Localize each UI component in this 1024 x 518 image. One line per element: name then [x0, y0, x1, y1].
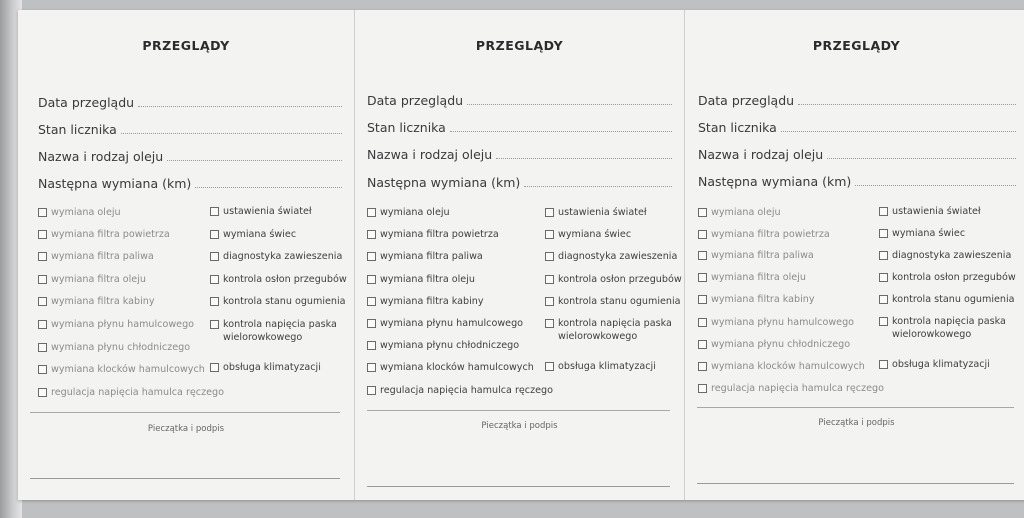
checkbox-box[interactable]: [367, 386, 376, 395]
checkbox-box[interactable]: [38, 388, 47, 397]
checkbox-label: wymiana filtra kabiny: [711, 294, 815, 305]
checkbox-box[interactable]: [879, 360, 888, 369]
fill-line: [450, 131, 672, 132]
checkbox-joint-boots[interactable]: [879, 272, 1016, 283]
checkbox-cabin-filter[interactable]: [367, 296, 484, 307]
checkbox-label: wymiana płynu hamulcowego: [380, 318, 524, 329]
checkbox-fuel-filter[interactable]: [38, 251, 154, 262]
field-label: Nazwa i rodzaj oleju: [38, 149, 164, 164]
checkbox-oil-change[interactable]: [367, 207, 450, 218]
checkbox-label: kontrola stanu ogumienia: [223, 296, 346, 307]
checkbox-label: kontrola osłon przegubów: [223, 274, 347, 285]
checkbox-box[interactable]: [545, 275, 554, 284]
odometer-field[interactable]: [38, 117, 342, 137]
checkbox-lights[interactable]: [545, 207, 647, 218]
next-change-field[interactable]: [367, 170, 672, 190]
checkbox-oil-filter[interactable]: [698, 272, 806, 283]
fill-line: [781, 131, 1016, 132]
inspection-date-field[interactable]: [38, 90, 342, 110]
checkbox-belt[interactable]: [210, 318, 353, 344]
checkbox-box[interactable]: [698, 295, 707, 304]
checkbox-box[interactable]: [879, 251, 888, 260]
checkbox-coolant[interactable]: [367, 340, 519, 351]
inspection-panel-1: [18, 10, 355, 500]
checkbox-label: ustawienia świateł: [558, 207, 647, 218]
checkbox-box[interactable]: [879, 295, 888, 304]
checkbox-label: wymiana płynu chłodniczego: [380, 340, 520, 351]
checkbox-ac[interactable]: [210, 362, 321, 373]
checkbox-box[interactable]: [38, 275, 47, 284]
checkbox-oil-change[interactable]: [38, 207, 121, 218]
checkbox-box[interactable]: [545, 252, 554, 261]
checkbox-box[interactable]: [38, 230, 47, 239]
inspection-date-field[interactable]: [698, 88, 1016, 108]
checkbox-box[interactable]: [879, 229, 888, 238]
checkbox-box[interactable]: [210, 207, 219, 216]
checkbox-label: obsługa klimatyzacji: [223, 362, 321, 373]
checkbox-label: regulacja napięcia hamulca ręczego: [711, 383, 884, 394]
next-change-field[interactable]: [698, 169, 1016, 189]
inspection-date-field[interactable]: [367, 88, 672, 108]
checkbox-joint-boots[interactable]: [210, 274, 347, 285]
stamp-label: Pieczątka i podpis: [818, 418, 895, 428]
checkbox-label: kontrola napięcia paska wielorowkowego: [223, 319, 337, 343]
fill-line: [467, 104, 672, 105]
checkbox-label: wymiana filtra kabiny: [51, 296, 155, 307]
checkbox-label: wymiana świec: [223, 229, 297, 240]
checkbox-box[interactable]: [38, 252, 47, 261]
checkbox-label: regulacja napięcia hamulca ręczego: [51, 387, 224, 398]
checkbox-spark-plugs[interactable]: [210, 229, 296, 240]
checkbox-label: wymiana oleju: [380, 207, 450, 218]
checkbox-tires[interactable]: [545, 296, 681, 307]
checkbox-tires[interactable]: [210, 296, 346, 307]
checkbox-label: wymiana filtra oleju: [711, 272, 806, 283]
checkbox-lights[interactable]: [879, 206, 981, 217]
fill-line: [798, 104, 1016, 105]
checkbox-lights[interactable]: [210, 206, 312, 217]
checkbox-box[interactable]: [210, 297, 219, 306]
inspection-panel-2: [355, 10, 685, 500]
checkbox-box[interactable]: [698, 362, 707, 371]
panel-title: PRZEGLĄDY: [475, 38, 564, 53]
field-label: Nazwa i rodzaj oleju: [698, 147, 824, 162]
stamp-label: Pieczątka i podpis: [481, 421, 558, 431]
checkbox-handbrake[interactable]: [38, 387, 224, 398]
checkbox-box[interactable]: [545, 297, 554, 306]
checkbox-box[interactable]: [210, 275, 219, 284]
checkbox-label: wymiana filtra oleju: [380, 274, 475, 285]
checkbox-joint-boots[interactable]: [545, 274, 682, 285]
checkbox-cabin-filter[interactable]: [38, 296, 155, 307]
checkbox-label: wymiana oleju: [711, 207, 781, 218]
checkbox-belt[interactable]: [545, 317, 690, 343]
checkbox-fuel-filter[interactable]: [698, 250, 814, 261]
checkbox-label: wymiana filtra powietrza: [51, 229, 170, 240]
field-label: Stan licznika: [698, 120, 777, 135]
checkbox-label: kontrola osłon przegubów: [892, 272, 1016, 283]
checkbox-ac[interactable]: [879, 359, 990, 370]
inspection-panel-3: [685, 10, 1024, 500]
oil-type-field[interactable]: [698, 142, 1016, 162]
fill-line: [524, 186, 672, 187]
checkbox-suspension[interactable]: [210, 251, 342, 262]
checkbox-air-filter[interactable]: [698, 229, 830, 240]
checkbox-box[interactable]: [367, 341, 376, 350]
divider: [367, 410, 670, 411]
checkbox-label: wymiana filtra kabiny: [380, 296, 484, 307]
checkbox-brake-pads[interactable]: [38, 364, 205, 375]
checkbox-box[interactable]: [210, 230, 219, 239]
checkbox-brake-fluid[interactable]: [38, 319, 194, 330]
checkbox-box[interactable]: [545, 230, 554, 239]
checkbox-box[interactable]: [367, 275, 376, 284]
checkbox-oil-change[interactable]: [698, 207, 781, 218]
fill-line: [496, 158, 672, 159]
field-label: Data przeglądu: [698, 93, 795, 108]
checkbox-label: wymiana płynu hamulcowego: [51, 319, 195, 330]
field-label: Nazwa i rodzaj oleju: [367, 147, 493, 162]
checkbox-label: wymiana świec: [892, 228, 966, 239]
signature-line[interactable]: [697, 483, 1014, 484]
checkbox-label: wymiana klocków hamulcowych: [380, 362, 534, 373]
checkbox-oil-filter[interactable]: [38, 274, 146, 285]
checkbox-label: kontrola osłon przegubów: [558, 274, 682, 285]
field-label: Stan licznika: [367, 120, 446, 135]
checkbox-suspension[interactable]: [879, 250, 1011, 261]
checkbox-box[interactable]: [545, 319, 554, 328]
checkbox-fuel-filter[interactable]: [367, 251, 483, 262]
checkbox-label: wymiana płynu hamulcowego: [711, 317, 855, 328]
checkbox-label: wymiana filtra oleju: [51, 274, 146, 285]
checkbox-ac[interactable]: [545, 361, 656, 372]
checkbox-label: regulacja napięcia hamulca ręczego: [380, 385, 553, 396]
odometer-field[interactable]: [367, 115, 672, 135]
checkbox-box[interactable]: [545, 208, 554, 217]
checkbox-box[interactable]: [38, 208, 47, 217]
divider: [30, 412, 340, 413]
checkbox-box[interactable]: [545, 362, 554, 371]
checkbox-box[interactable]: [38, 365, 47, 374]
checkbox-label: wymiana klocków hamulcowych: [51, 364, 205, 375]
checkbox-box[interactable]: [38, 297, 47, 306]
fill-line: [167, 160, 342, 161]
odometer-field[interactable]: [698, 115, 1016, 135]
checkbox-label: ustawienia świateł: [223, 206, 312, 217]
fill-line: [138, 106, 342, 107]
checkbox-box[interactable]: [698, 208, 707, 217]
panel-title: PRZEGLĄDY: [142, 38, 230, 53]
checkbox-box[interactable]: [698, 318, 707, 327]
checkbox-handbrake[interactable]: [698, 383, 884, 394]
service-booklet-page: [18, 10, 1024, 500]
checkbox-box[interactable]: [698, 384, 707, 393]
field-label: Data przeglądu: [367, 93, 464, 108]
checkbox-label: kontrola stanu ogumienia: [558, 296, 681, 307]
checkbox-box[interactable]: [367, 208, 376, 217]
checkbox-label: wymiana filtra paliwa: [711, 250, 814, 261]
checkbox-label: wymiana filtra paliwa: [380, 251, 483, 262]
checkbox-box[interactable]: [367, 363, 376, 372]
fill-line: [855, 185, 1016, 186]
field-label: Następna wymiana (km): [367, 175, 521, 190]
checkbox-box[interactable]: [367, 297, 376, 306]
checkbox-air-filter[interactable]: [38, 229, 170, 240]
checkbox-spark-plugs[interactable]: [879, 228, 965, 239]
checkbox-label: ustawienia świateł: [892, 206, 981, 217]
checkbox-air-filter[interactable]: [367, 229, 499, 240]
checkbox-spark-plugs[interactable]: [545, 229, 631, 240]
checkbox-label: wymiana filtra powietrza: [711, 229, 830, 240]
checkbox-box[interactable]: [698, 340, 707, 349]
checkbox-box[interactable]: [38, 343, 47, 352]
checkbox-brake-pads[interactable]: [367, 362, 534, 373]
checkbox-label: wymiana oleju: [51, 207, 121, 218]
checkbox-box[interactable]: [879, 317, 888, 326]
field-label: Data przeglądu: [38, 95, 135, 110]
next-change-field[interactable]: [38, 171, 342, 191]
checkbox-box[interactable]: [38, 320, 47, 329]
checkbox-label: diagnostyka zawieszenia: [892, 250, 1012, 261]
checkbox-oil-filter[interactable]: [367, 274, 475, 285]
checkbox-box[interactable]: [210, 363, 219, 372]
checkbox-box[interactable]: [367, 230, 376, 239]
checkbox-suspension[interactable]: [545, 251, 677, 262]
fill-line: [827, 158, 1016, 159]
checkbox-box[interactable]: [698, 251, 707, 260]
checkbox-box[interactable]: [210, 252, 219, 261]
oil-type-field[interactable]: [367, 142, 672, 162]
oil-type-field[interactable]: [38, 144, 342, 164]
checkbox-label: wymiana świec: [558, 229, 632, 240]
divider: [697, 407, 1014, 408]
checkbox-coolant[interactable]: [38, 342, 190, 353]
fill-line: [121, 133, 342, 134]
checkbox-label: kontrola stanu ogumienia: [892, 294, 1015, 305]
checkbox-brake-fluid[interactable]: [367, 318, 523, 329]
checkbox-box[interactable]: [367, 319, 376, 328]
stamp-label: Pieczątka i podpis: [147, 424, 225, 434]
checkbox-box[interactable]: [879, 273, 888, 282]
checkbox-belt[interactable]: [879, 315, 1024, 341]
checkbox-cabin-filter[interactable]: [698, 294, 815, 305]
checkbox-brake-pads[interactable]: [698, 361, 865, 372]
checkbox-label: wymiana filtra paliwa: [51, 251, 154, 262]
signature-line[interactable]: [367, 486, 670, 487]
checkbox-label: wymiana filtra powietrza: [380, 229, 499, 240]
checkbox-label: wymiana klocków hamulcowych: [711, 361, 865, 372]
checkbox-box[interactable]: [698, 273, 707, 282]
checkbox-brake-fluid[interactable]: [698, 317, 854, 328]
field-label: Następna wymiana (km): [698, 174, 852, 189]
checkbox-handbrake[interactable]: [367, 385, 553, 396]
checkbox-label: obsługa klimatyzacji: [558, 361, 656, 372]
checkbox-tires[interactable]: [879, 294, 1015, 305]
field-label: Następna wymiana (km): [38, 176, 192, 191]
checkbox-label: kontrola napięcia paska wielorowkowego: [892, 316, 1006, 340]
checkbox-label: wymiana płynu chłodniczego: [51, 342, 191, 353]
panel-title: PRZEGLĄDY: [812, 38, 901, 53]
checkbox-label: obsługa klimatyzacji: [892, 359, 990, 370]
field-label: Stan licznika: [38, 122, 117, 137]
fill-line: [195, 187, 342, 188]
checkbox-box[interactable]: [879, 207, 888, 216]
checkbox-label: kontrola napięcia paska wielorowkowego: [558, 318, 672, 342]
signature-line[interactable]: [30, 478, 340, 479]
checkbox-box[interactable]: [367, 252, 376, 261]
checkbox-label: diagnostyka zawieszenia: [558, 251, 678, 262]
checkbox-coolant[interactable]: [698, 339, 850, 350]
checkbox-box[interactable]: [698, 230, 707, 239]
checkbox-label: wymiana płynu chłodniczego: [711, 339, 851, 350]
checkbox-label: diagnostyka zawieszenia: [223, 251, 343, 262]
checkbox-box[interactable]: [210, 320, 219, 329]
